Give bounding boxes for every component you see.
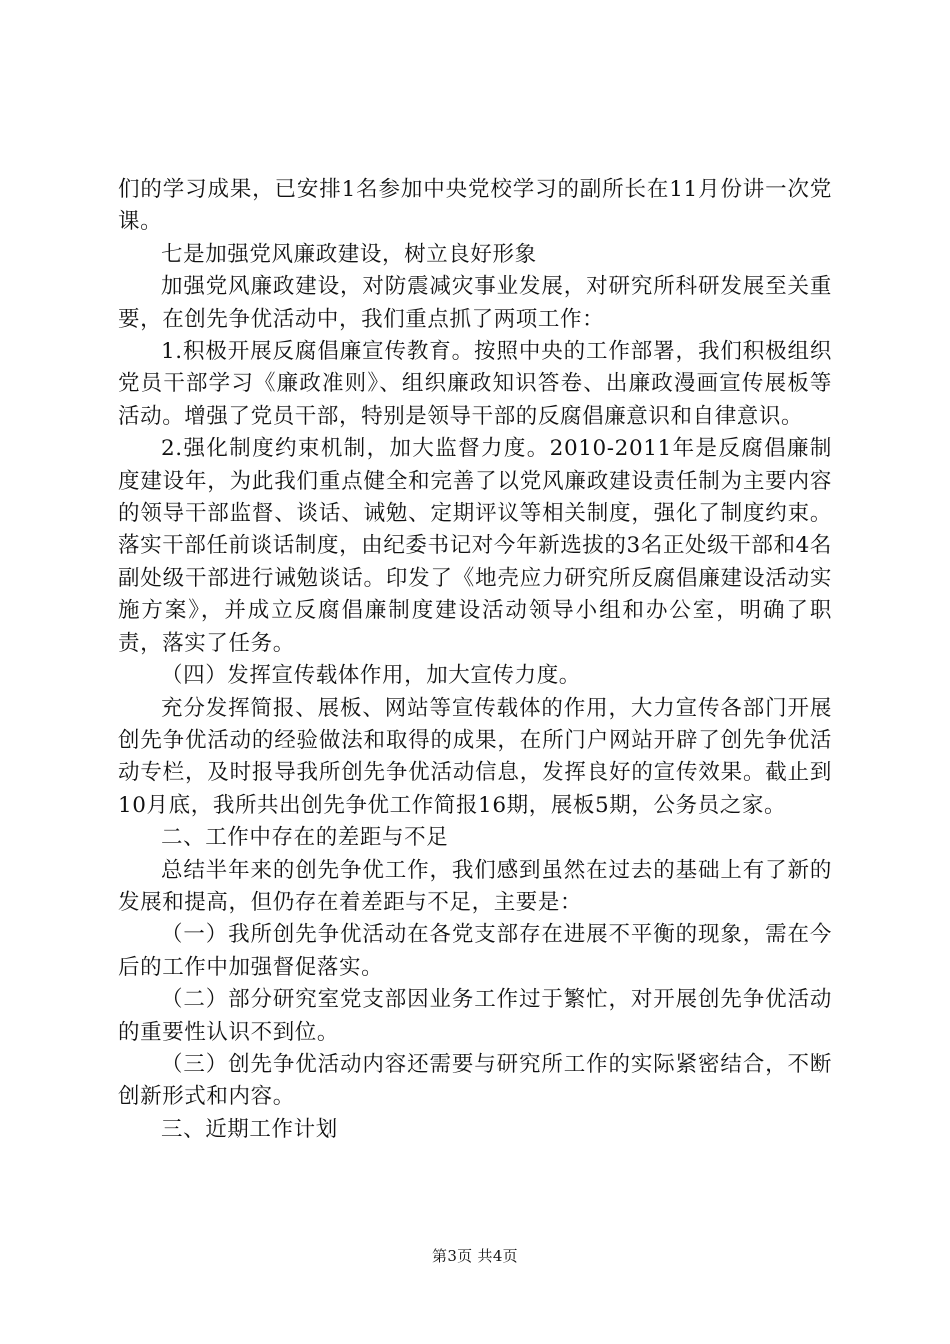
paragraph-4: 1.积极开展反腐倡廉宣传教育。按照中央的工作部署，我们积极组织党员干部学习《廉政准则》、组织廉政知识答卷、出廉政漫画宣传展板等活动。增强了党员干部，特别是领导干部的反腐倡廉意识和自律意识。: [118, 339, 832, 429]
paragraph-10: （一）我所创先争优活动在各党支部存在进展不平衡的现象，需在今后的工作中加强督促落实。: [118, 922, 832, 980]
paragraph-3: 加强党风廉政建设，对防震减灾事业发展，对研究所科研发展至关重要，在创先争优活动中，我们重点抓了两项工作：: [118, 274, 832, 332]
page-number-footer: 第3页 共4页: [432, 1247, 518, 1265]
paragraph-11: （二）部分研究室党支部因业务工作过于繁忙，对开展创先争优活动的重要性认识不到位。: [118, 987, 832, 1045]
paragraph-1: 们的学习成果，已安排1名参加中央党校学习的副所长在11月份讲一次党课。: [118, 177, 832, 235]
section-heading-4: （四）发挥宣传载体作用，加大宣传力度。: [161, 663, 581, 689]
paragraph-9: 总结半年来的创先争优工作，我们感到虽然在过去的基础上有了新的发展和提高，但仍存在着差距与不足，主要是：: [118, 857, 832, 915]
section-heading-2: 二、工作中存在的差距与不足: [161, 825, 449, 851]
paragraph-12: （三）创先争优活动内容还需要与研究所工作的实际紧密结合，不断创新形式和内容。: [118, 1051, 832, 1110]
paragraph-5: 2.强化制度约束机制，加大监督力度。2010-2011年是反腐倡廉制度建设年，为此我们重点健全和完善了以党风廉政建设责任制为主要内容的领导干部监督、谈话、诫勉、定期评议等相关制度，强化了制度约束。落实干部任前谈话制度，由纪委书记对今年新选拔的3名正处级干部和4名副处级干部进行诫勉谈话。印发了《地壳应力研究所反腐倡廉建设活动实施方案》，并成立反腐倡廉制度建设活动领导小组和办公室，明确了职责，落实了任务。: [118, 436, 832, 656]
section-heading-7: 七是加强党风廉政建设，树立良好形象: [161, 241, 537, 267]
paragraph-7: 充分发挥简报、展板、网站等宣传载体的作用，大力宣传各部门开展创先争优活动的经验做法和取得的成果，在所门户网站开辟了创先争优活动专栏，及时报导我所创先争优活动信息，发挥良好的宣传效果。截止到10月底，我所共出创先争优工作简报16期，展板5期，公务员之家。: [118, 695, 832, 818]
section-heading-3: 三、近期工作计划: [161, 1116, 338, 1142]
document-body: [118, 174, 832, 1146]
